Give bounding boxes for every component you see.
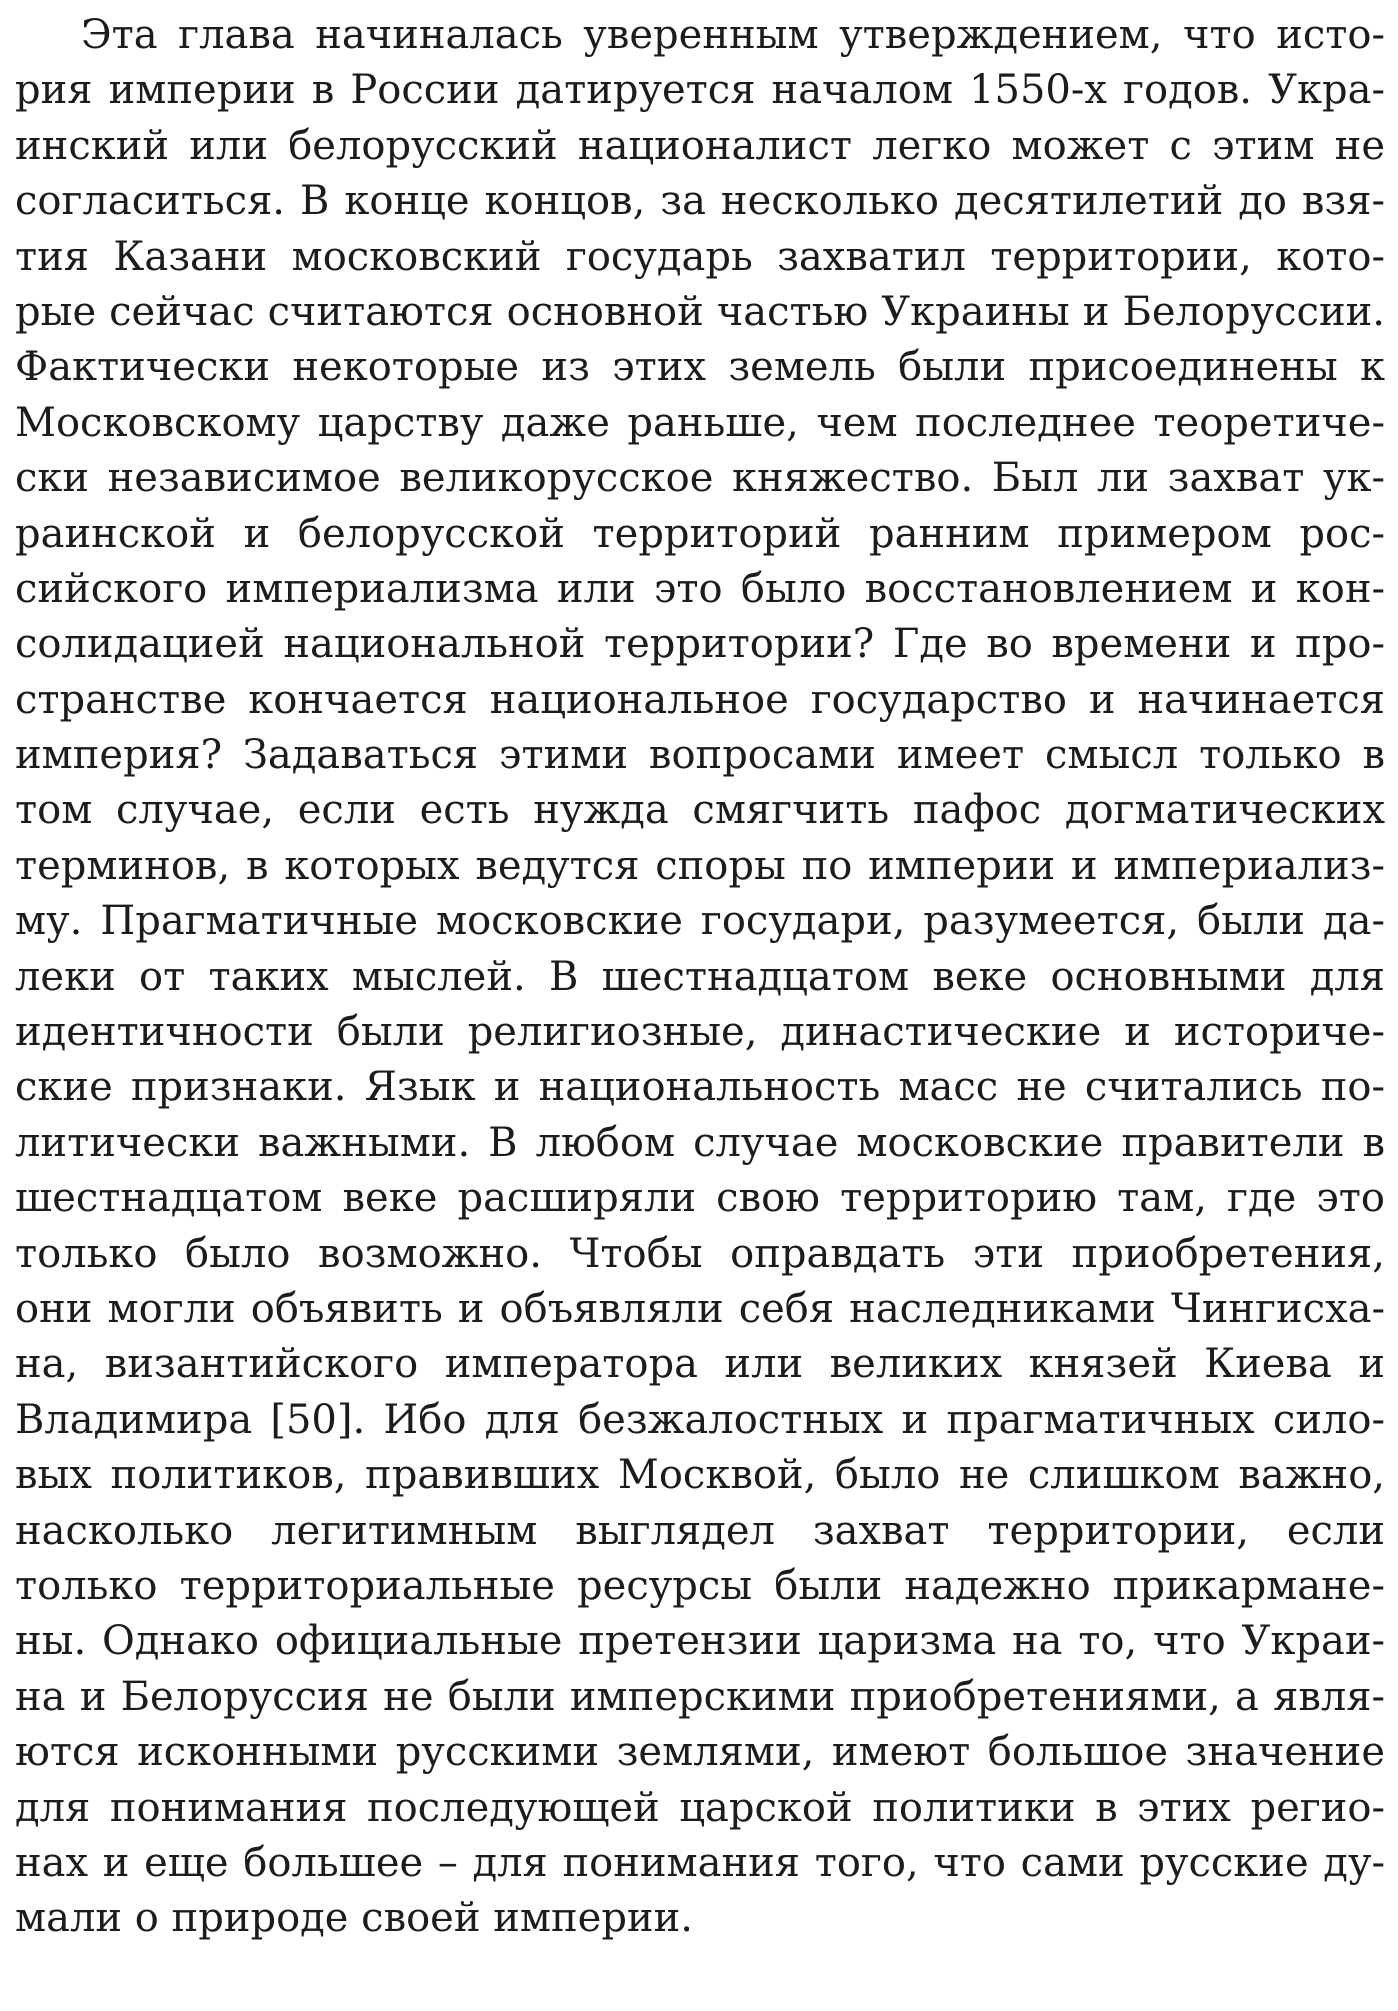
- body-paragraph: [15, 8, 1385, 1947]
- text-line: ские признаки. Язык и национальность масс не считались по-: [15, 1064, 1385, 1111]
- text-line: рые сейчас считаются основной частью Украины и Белоруссии.: [15, 288, 1385, 335]
- text-line: литически важными. В любом случае московские правители в: [15, 1119, 1385, 1166]
- text-line: на, византийского императора или великих князей Киева и: [15, 1341, 1385, 1388]
- text-line: инский или белорусский националист легко может с этим не: [15, 122, 1385, 169]
- text-line: раинской и белорусской территорий ранним примером рос-: [15, 510, 1385, 557]
- text-line: сийского империализма или это было восстановлением и кон-: [15, 565, 1385, 612]
- text-line: рия империи в России датируется началом 1550-х годов. Укра-: [15, 67, 1385, 114]
- text-line: нах и еще большее – для понимания того, что сами русские ду-: [15, 1839, 1385, 1886]
- text-line: ются исконными русскими землями, имеют большое значение: [15, 1729, 1385, 1776]
- text-line: Эта глава начиналась уверенным утверждением, что исто-: [81, 12, 1385, 58]
- text-line: ски независимое великорусское княжество. Был ли захват ук-: [15, 455, 1385, 502]
- text-line: только территориальные ресурсы были надежно прикармане-: [15, 1562, 1385, 1609]
- text-line: империя? Задаваться этими вопросами имеет смысл только в: [15, 732, 1385, 779]
- text-line: том случае, если есть нужда смягчить пафос догматических: [15, 787, 1385, 834]
- text-line: мали о природе своей империи.: [15, 1895, 693, 1942]
- text-line: для понимания последующей царской политики в этих регио-: [15, 1784, 1385, 1831]
- text-line: Фактически некоторые из этих земель были присоединены к: [15, 344, 1385, 391]
- text-line: согласиться. В конце концов, за несколько десятилетий до взя-: [15, 178, 1385, 225]
- text-line: солидацией национальной территории? Где во времени и про-: [15, 621, 1385, 668]
- text-line: ны. Однако официальные претензии царизма на то, что Украи-: [15, 1618, 1385, 1665]
- text-line: Московскому царству даже раньше, чем последнее теоретиче-: [15, 399, 1385, 446]
- text-line: Владимира [50]. Ибо для безжалостных и прагматичных сило-: [15, 1396, 1385, 1443]
- text-line: вых политиков, правивших Москвой, было не слишком важно,: [15, 1452, 1385, 1499]
- text-line: леки от таких мыслей. В шестнадцатом веке основными для: [15, 953, 1385, 1000]
- text-line: терминов, в которых ведутся споры по империи и империализ-: [15, 842, 1385, 889]
- text-line: тия Казани московский государь захватил территории, кото-: [15, 233, 1385, 280]
- text-line: му. Прагматичные московские государи, разумеется, были да-: [15, 898, 1385, 945]
- text-line: они могли объявить и объявляли себя наследниками Чингисха-: [15, 1285, 1385, 1332]
- text-line: идентичности были религиозные, династические и историче-: [15, 1009, 1385, 1056]
- text-line: насколько легитимным выглядел захват территории, если: [15, 1507, 1385, 1554]
- text-line: на и Белоруссия не были имперскими приобретениями, а явля-: [15, 1673, 1385, 1720]
- text-line: шестнадцатом веке расширяли свою территорию там, где это: [15, 1175, 1385, 1222]
- text-line: только было возможно. Чтобы оправдать эти приобретения,: [15, 1230, 1385, 1277]
- text-line: странстве кончается национальное государство и начинается: [15, 676, 1385, 723]
